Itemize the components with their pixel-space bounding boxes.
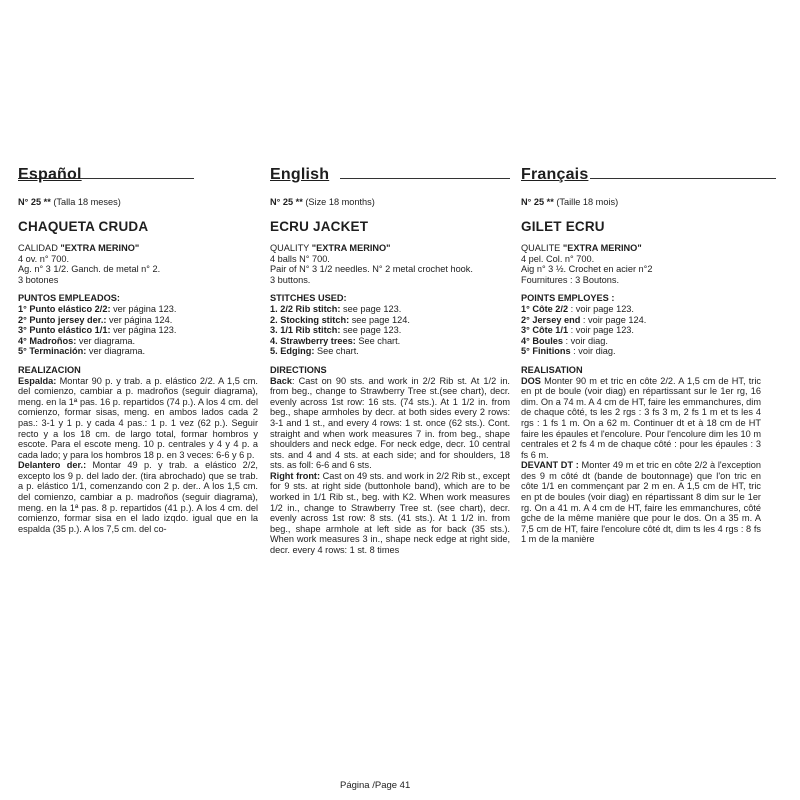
stitch-item [270, 325, 510, 336]
stitch-ref: See chart. [355, 335, 401, 346]
stitch-item [18, 346, 258, 357]
stitch-ref: : voir page 124. [580, 314, 647, 325]
stitch-ref: ver página 123. [110, 325, 177, 336]
materials-block [521, 243, 761, 285]
pattern-size: (Taille 18 mois) [556, 197, 619, 207]
stitches-heading: STITCHES USED: [270, 293, 347, 304]
paragraph-text: Monter 90 m et tric en côte 2/2. A 1,5 cm de HT, tric en pt de boule (voir diag) en répartissant sur le 1er rg, 16 dim. On a 74 m. A 4 cm de HT, faire les emmanchures, dim de chaque côté, ts les 2 rgs : 3 fs 3 m, 2 fs 1 m et ts les 4 rgs : 1 fs 1 m. On a 62 m. Continuer dt et à 18 cm de HT faire les épaules et l'encolure. Pour l'encolure dim les 10 m centrales et 2 fs 4 m de chaque côté : pour les épaules : 3 fs 6 m. [521, 375, 761, 460]
model-title: GILET ECRU [521, 219, 605, 234]
column-english [270, 166, 510, 556]
stitch-item [18, 304, 258, 315]
stitch-item [270, 315, 510, 326]
stitch-name: 2. Stocking stitch: [270, 314, 350, 325]
column-spanish [18, 166, 258, 534]
stitch-name: 5° Terminación: [18, 346, 87, 357]
directions-heading: REALIZACION [18, 364, 81, 375]
materials-block [270, 243, 510, 285]
stitches-heading: PUNTOS EMPLEADOS: [18, 293, 120, 304]
stitch-item [270, 336, 510, 347]
directions-heading: REALISATION [521, 364, 583, 375]
directions-paragraph [18, 376, 258, 461]
stitches-block [270, 293, 510, 357]
stitch-name: 5° Finitions [521, 346, 571, 357]
paragraph-text: Cast on 49 sts. and work in 2/2 Rib st., except for 9 sts. at right side (buttonhole band), which are to be worked in 1/1 Rib st., beg. with K2. When work measures 1/2 in., change to Strawberry Tree st. (see chart), decr. evenly across 1st row: 8 sts. (41 sts.). At 1 1/2 in. from beg., shape armhole at left side as for back (35 sts.). When work measures 3 in., shape neck edge at right side, decr. every 4 rows: 1 st. 8 times [270, 470, 510, 556]
stitch-name: 5. Edging: [270, 346, 315, 357]
pattern-number [521, 196, 761, 208]
pattern-number [270, 196, 510, 208]
stitch-item [18, 336, 258, 347]
stitch-ref: ver página 124. [106, 314, 173, 325]
stitch-item [270, 346, 510, 357]
paragraph-lead: DEVANT DT : [521, 460, 579, 471]
paragraph-text: Montar 49 p. y trab. a elástico 2/2, excepto los 9 p. del lado der. (tira abrochado) que se trab. a p. elástico 1/1, comenzando con 2 p. der.. A los 1,5 cm. del comienzo, cambiar a p. madroños (seguir diagrama), meng. en la 1ª pas. 8 p. repartidos (41 p.). A los 4 cm. del comienzo, formar sisa en el lado izqdo. igual que en la espalda (35 p.). A los 7,5 cm. del co- [18, 460, 258, 534]
pattern-number-label: N° 25 ** [18, 197, 51, 207]
stitch-name: 3° Punto elástico 1/1: [18, 325, 111, 336]
quality-label: QUALITE [521, 243, 561, 253]
column-french [521, 166, 761, 545]
stitch-name: 4° Madroños: [18, 335, 77, 346]
quality-line [18, 243, 258, 254]
quality-name: "EXTRA MERINO" [311, 243, 391, 253]
directions-block [270, 365, 510, 556]
stitch-item [521, 304, 761, 315]
stitch-name: 4° Boules [521, 335, 563, 346]
stitch-name: 1° Punto elástico 2/2: [18, 303, 111, 314]
directions-block [521, 365, 761, 545]
paragraph-lead: Right front: [270, 470, 321, 481]
paragraph-lead: Back [270, 375, 292, 386]
stitch-ref: See chart. [314, 346, 359, 357]
stitch-item [521, 325, 761, 336]
quality-name: "EXTRA MERINO" [60, 243, 140, 253]
page-footer: Página /Page 41 [340, 780, 411, 791]
directions-block [18, 365, 258, 535]
stitch-ref: see page 123. [340, 303, 402, 314]
stitch-ref: : voir page 123. [568, 303, 634, 314]
stitch-item [521, 346, 761, 357]
material-line: Fournitures : 3 Boutons. [521, 274, 620, 285]
stitch-name: 3° Côte 1/1 [521, 325, 569, 336]
directions-paragraph [270, 471, 510, 556]
quality-label: QUALITY [270, 243, 310, 253]
material-line: 4 balls N° 700. [270, 253, 330, 264]
stitch-ref: ver diagrama. [76, 335, 136, 346]
material-line: 3 buttons. [270, 274, 311, 285]
pattern-number [18, 196, 258, 208]
paragraph-lead: DOS [521, 375, 541, 386]
paragraph-lead: Delantero der.: [18, 460, 87, 471]
paragraph-text: Montar 90 p. y trab. a p. elástico 2/2. A 1,5 cm. del comienzo, cambiar a p. madroños (seguir diagrama), meng. en la 1ª pas. 16 p. repartidos (74 p.). A los 4 cm. del comienzo, formar sisas, meng. en ambos lados cada 2 pas.: 3-1 y 1 p. y cada 4 pas.: 1 p. 1 vez (62 p.). Seguir recto y a los 18 cm. de largo total, formar hombros y escote. Para el escote meng. 10 p. centrales y 4 y 4 p. a cada lado; y para los hombros 18 p. en 3 veces: 6-6 y 6 p. [18, 375, 258, 460]
directions-paragraph [521, 460, 761, 545]
stitch-item [270, 304, 510, 315]
stitch-ref: ver página 123. [110, 303, 177, 314]
material-line: 4 ov. n° 700. [18, 253, 70, 264]
language-heading: Français [521, 166, 589, 183]
language-heading: Español [18, 166, 82, 183]
stitch-item [18, 325, 258, 336]
model-title: ECRU JACKET [270, 219, 369, 234]
stitch-ref: : voir diag. [562, 335, 608, 346]
stitch-name: 2° Punto jersey der.: [18, 314, 107, 325]
directions-heading: DIRECTIONS [270, 364, 327, 375]
material-line: 4 pel. Col. n° 700. [521, 253, 595, 264]
pattern-size: (Talla 18 meses) [53, 197, 121, 207]
material-line: Ag. n° 3 1/2. Ganch. de metal n° 2. [18, 264, 161, 275]
language-heading: English [270, 166, 330, 183]
pattern-number-label: N° 25 ** [270, 197, 303, 207]
stitches-block [18, 293, 258, 357]
stitch-item [18, 315, 258, 326]
quality-line [270, 243, 510, 254]
materials-block [18, 243, 258, 285]
material-line: 3 botones [18, 274, 59, 285]
quality-line [521, 243, 761, 254]
stitch-item [521, 315, 761, 326]
stitch-ref: : voir diag. [570, 346, 616, 357]
stitch-name: 4. Strawberry trees: [270, 335, 356, 346]
stitch-name: 1° Côte 2/2 [521, 303, 569, 314]
paragraph-lead: Espalda: [18, 375, 57, 386]
quality-name: "EXTRA MERINO" [562, 243, 642, 253]
stitch-ref: see page 123. [340, 325, 402, 336]
stitches-block [521, 293, 761, 357]
stitch-name: 3. 1/1 Rib stitch: [270, 325, 341, 336]
stitch-ref: ver diagrama. [86, 346, 146, 357]
paragraph-text: : Cast on 90 sts. and work in 2/2 Rib st. At 1/2 in. from beg., change to Strawberry Tree st.(see chart), decr. evenly across 1st row: 16 sts. (74 sts.). At 1 1/2 in. from beg., shape armholes by decr. at both sides every 2 rows: 3-1 and 1 st., and every 4 rows: 1 st. once (62 sts.). Cont. straight and when work measures 7 in. from beg., shape shoulders and neck edge. For neck edge, decr. 10 central sts. and 4 and 4 sts. at each side; and for shoulders, 18 sts. as foll: 6-6 and 6 sts. [270, 375, 510, 471]
directions-paragraph [521, 376, 761, 461]
stitch-item [521, 336, 761, 347]
stitch-name: 1. 2/2 Rib stitch: [270, 303, 341, 314]
directions-paragraph [18, 460, 258, 534]
quality-label: CALIDAD [18, 243, 58, 253]
model-title: CHAQUETA CRUDA [18, 219, 149, 234]
pattern-size: (Size 18 months) [305, 197, 375, 207]
paragraph-text: Monter 49 m et tric en côte 2/2 à l'exception des 9 m côté dt (bande de boutonnage) que l'on tric en côte 1/1 en commençant par 2 m en. A 1,5 cm de HT, tric en pt de boules (voir diag) en répartissant 8 dim sur le 1er rg. On a 41 m. A 4 cm de HT, faire les emmanchures, côté gche de la même manière que pour le dos. On a 35 m. A 7,5 cm de HT, faire l'encolure côté dt, dim ts les 4 rgs : 8 fs 1 m de la manière [521, 460, 761, 545]
stitch-ref: see page 124. [349, 314, 410, 325]
stitches-heading: POINTS EMPLOYES : [521, 293, 615, 304]
material-line: Aig n° 3 ½. Crochet en acier n°2 [521, 264, 653, 275]
pattern-number-label: N° 25 ** [521, 197, 554, 207]
stitch-ref: : voir page 123. [568, 325, 634, 336]
material-line: Pair of N° 3 1/2 needles. N° 2 metal crochet hook. [270, 264, 473, 275]
stitch-name: 2° Jersey end [521, 314, 581, 325]
directions-paragraph [270, 376, 510, 471]
